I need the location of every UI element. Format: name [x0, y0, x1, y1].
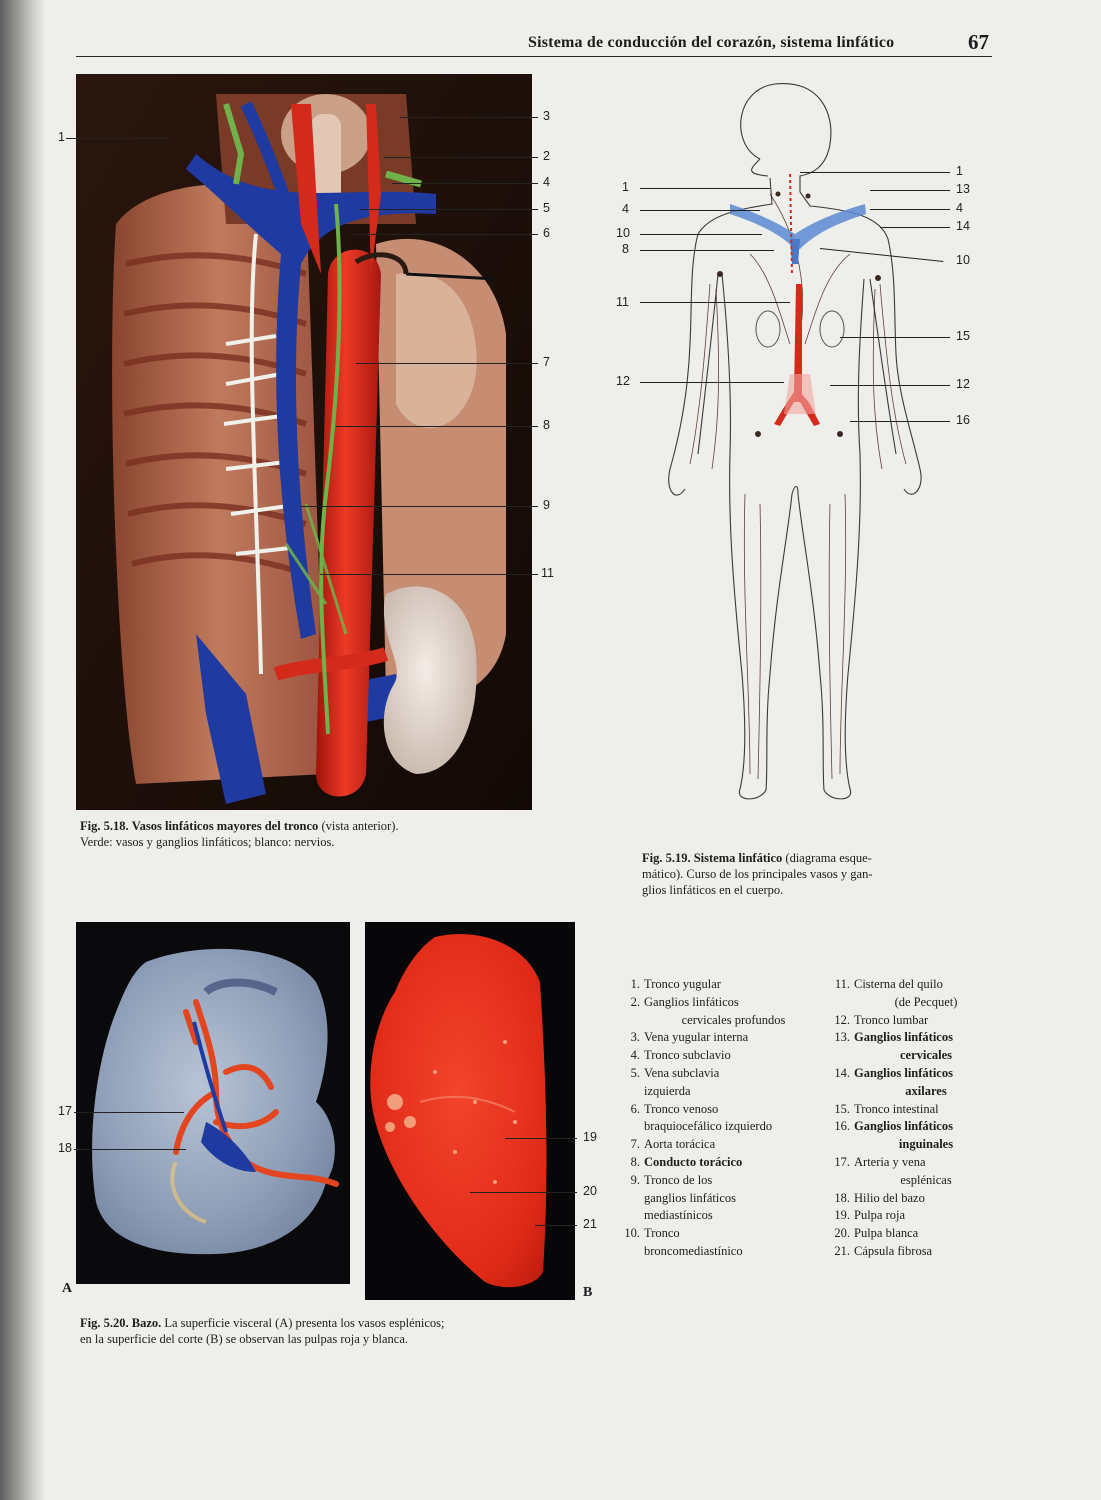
legend-column-1 — [618, 976, 823, 1261]
caption-text: mático). Curso de los principales vasos y gan- — [642, 867, 873, 881]
legend-item: 13. Ganglios linfáticos cervicales — [834, 1030, 953, 1063]
callout-line — [74, 1149, 186, 1150]
caption-title: Vasos linfáticos mayores del tronco — [131, 819, 319, 833]
callout-number: 3 — [543, 109, 550, 123]
callout-line — [880, 227, 950, 228]
callout-line — [336, 426, 538, 427]
callout-line — [800, 172, 950, 173]
callout-number: 4 — [956, 201, 963, 215]
running-header: Sistema de conducción del corazón, sistema linfático — [528, 34, 895, 51]
legend-item: 8. Conducto torácico — [630, 1154, 743, 1169]
callout-number: 19 — [583, 1130, 597, 1144]
callout-number: 1 — [622, 180, 629, 194]
legend-item: 9. Tronco de los ganglios linfáticos mediastínicos — [630, 1172, 736, 1223]
figure-5-20b-photo — [365, 922, 575, 1300]
callout-line — [640, 188, 770, 189]
caption-text: (diagrama esque- — [782, 851, 872, 865]
callout-line — [535, 1225, 577, 1226]
figure-5-19-diagram — [650, 74, 950, 814]
caption-title: Sistema linfático — [693, 851, 783, 865]
callout-number: 11 — [541, 566, 554, 580]
figure-5-18-photo — [76, 74, 532, 810]
callout-line — [392, 183, 538, 184]
figure-5-18-caption — [80, 818, 540, 850]
legend-item: 1. Tronco yugular — [630, 977, 721, 991]
legend-item: 18. Hilio del bazo — [834, 1190, 925, 1205]
legend-item: 14. Ganglios linfáticos axilares — [834, 1065, 953, 1098]
callout-line — [870, 190, 950, 191]
caption-text: en la superficie del corte (B) se observan las pulpas roja y blanca. — [80, 1332, 408, 1346]
figure-5-20-caption — [80, 1315, 580, 1347]
callout-number: 2 — [543, 149, 550, 163]
legend-item: 2. Ganglios linfáticos cervicales profundos — [630, 994, 786, 1027]
header-rule — [76, 56, 992, 57]
callout-line — [640, 250, 774, 251]
callout-number: 20 — [583, 1184, 597, 1198]
callout-number: 12 — [956, 377, 970, 391]
callout-number: 4 — [543, 175, 550, 189]
panel-label-a: A — [62, 1281, 73, 1296]
legend-item: 4. Tronco subclavio — [630, 1048, 731, 1063]
callout-number: 15 — [956, 329, 970, 343]
caption-text: Verde: vasos y ganglios linfáticos; blanco: nervios. — [80, 835, 335, 849]
callout-number: 18 — [58, 1141, 72, 1155]
callout-number: 1 — [956, 164, 963, 178]
legend-item: 6. Tronco venoso braquiocefálico izquierdo — [630, 1101, 773, 1134]
callout-number: 16 — [956, 413, 970, 427]
callout-number: 8 — [622, 242, 629, 256]
callout-line — [640, 302, 790, 303]
callout-line — [470, 1192, 577, 1193]
callout-line — [300, 506, 538, 507]
callout-number: 12 — [616, 374, 630, 388]
callout-number: 5 — [543, 201, 550, 215]
callout-line — [850, 421, 950, 422]
callout-number: 10 — [616, 226, 630, 240]
callout-line — [870, 209, 950, 210]
legend-item: 11. Cisterna del quilo (de Pecquet) — [834, 977, 958, 1009]
callout-number: 10 — [956, 253, 970, 267]
callout-line — [350, 234, 538, 235]
book-binding-shadow — [0, 0, 46, 1500]
legend-item: 7. Aorta torácica — [630, 1137, 716, 1152]
callout-number: 13 — [956, 182, 970, 196]
callout-number: 1 — [58, 130, 65, 144]
callout-number: 8 — [543, 418, 550, 432]
caption-text: (vista anterior). — [318, 819, 399, 833]
callout-number: 17 — [58, 1104, 72, 1118]
legend-item: 5. Vena subclavia izquierda — [630, 1065, 720, 1098]
legend-item: 20. Pulpa blanca — [834, 1226, 919, 1241]
panel-label-b: B — [583, 1285, 593, 1300]
callout-line — [320, 574, 538, 575]
callout-number: 4 — [622, 202, 629, 216]
caption-label: Fig. 5.19. — [642, 851, 691, 865]
callout-number: 9 — [543, 498, 550, 512]
caption-text: glios linfáticos en el cuerpo. — [642, 883, 784, 897]
legend-item: 15. Tronco intestinal — [834, 1101, 939, 1116]
legend-item: 21. Cápsula fibrosa — [834, 1243, 933, 1258]
caption-title: Bazo. — [131, 1316, 162, 1330]
callout-number: 7 — [543, 355, 550, 369]
callout-number: 21 — [583, 1217, 597, 1231]
caption-label: Fig. 5.18. — [80, 819, 129, 833]
legend-item: 3. Vena yugular interna — [630, 1030, 749, 1045]
page-number: 67 — [968, 30, 989, 54]
callout-line — [505, 1138, 577, 1139]
callout-line — [640, 234, 762, 235]
caption-label: Fig. 5.20. — [80, 1316, 129, 1330]
callout-line — [66, 138, 170, 139]
legend-item: 17. Arteria y vena esplénicas — [834, 1154, 952, 1187]
legend-column-2 — [828, 976, 998, 1261]
callout-number: 6 — [543, 226, 550, 240]
figure-5-19-caption — [642, 850, 962, 898]
callout-number: 14 — [956, 219, 970, 233]
callout-number: 11 — [616, 295, 629, 309]
callout-line — [640, 210, 760, 211]
caption-text: La superficie visceral (A) presenta los vasos esplénicos; — [161, 1316, 445, 1330]
callout-line — [830, 385, 950, 386]
legend-item: 19. Pulpa roja — [834, 1208, 906, 1223]
callout-line — [74, 1112, 184, 1113]
figure-5-20a-photo — [76, 922, 350, 1284]
callout-line — [356, 363, 538, 364]
callout-line — [400, 117, 538, 118]
legend-item: 10. Tronco broncomediastínico — [624, 1226, 743, 1258]
legend-item: 12. Tronco lumbar — [834, 1012, 929, 1027]
callout-line — [640, 382, 784, 383]
callout-line — [384, 157, 538, 158]
callout-line — [840, 337, 950, 338]
callout-line — [360, 209, 538, 210]
legend-item: 16. Ganglios linfáticos inguinales — [834, 1119, 954, 1152]
